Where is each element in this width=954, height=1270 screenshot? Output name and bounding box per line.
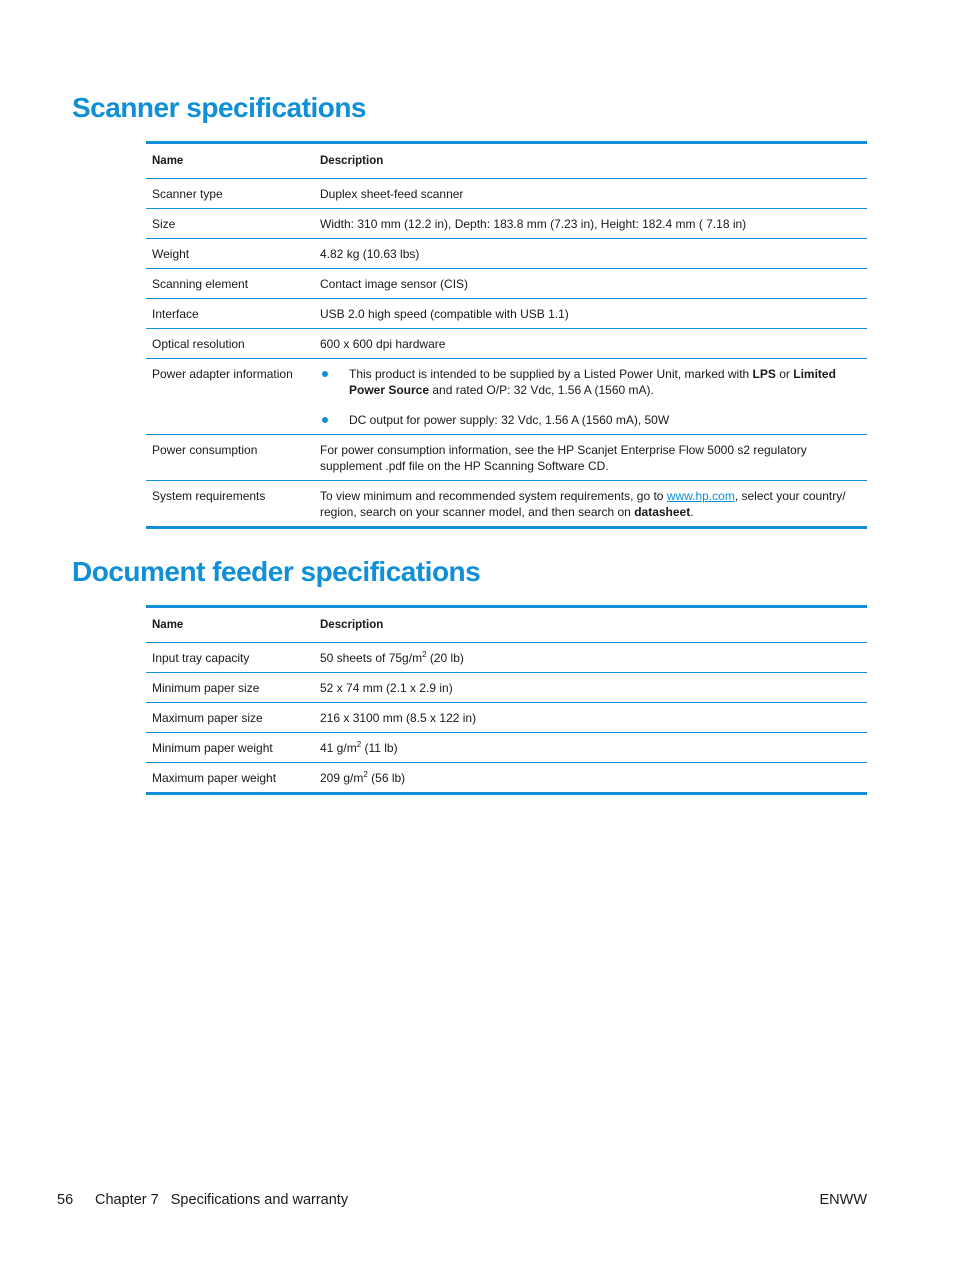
table-row: [146, 435, 867, 481]
row-description: 4.82 kg (10.63 lbs): [314, 239, 867, 269]
value-text: (56 lb): [367, 771, 406, 785]
column-header-description: Description: [314, 607, 867, 643]
row-name: Scanning element: [146, 269, 314, 299]
table-row: [146, 269, 867, 299]
footer-chapter-title: Chapter 7 Specifications and warranty: [95, 1192, 349, 1208]
row-name: Maximum paper weight: [152, 771, 277, 785]
row-name: Power adapter information: [146, 359, 314, 435]
row-description: For power consumption information, see the HP Scanjet Enterprise Flow 5000 s2 regulatory supplement .pdf file on the HP Scanning Software CD.: [314, 435, 867, 481]
scanner-specifications-heading: Scanner specifications: [72, 92, 367, 123]
hp-website-link[interactable]: www.hp.com: [666, 489, 735, 503]
bullet-text: This product is intended to be supplied by a Listed Power Unit, marked with: [349, 367, 753, 381]
table-row: [146, 673, 867, 703]
document-feeder-specifications-table: [146, 605, 867, 795]
column-header-description: Description: [314, 143, 867, 179]
row-description: [314, 481, 867, 528]
table-row: [146, 299, 867, 329]
table-row: [146, 733, 867, 763]
value-text: 209 g/m: [320, 771, 364, 785]
row-name: Size: [146, 209, 314, 239]
value-text: (20 lb): [426, 651, 464, 665]
column-header-name: Name: [146, 143, 314, 179]
row-description: Contact image sensor (CIS): [314, 269, 867, 299]
table-row: [146, 179, 867, 209]
superscript: 2: [422, 650, 427, 659]
row-name: Interface: [146, 299, 314, 329]
bullet-text: DC output for power supply: 32 Vdc, 1.56 A (1560 mA), 50W: [349, 413, 670, 427]
footer-locale: ENWW: [819, 1192, 867, 1208]
row-name: Minimum paper weight: [146, 733, 314, 763]
row-name: System requirements: [152, 489, 266, 503]
table-header-row: [146, 143, 867, 179]
table-row: [146, 329, 867, 359]
value-text: 41 g/m: [320, 741, 357, 755]
table-row: [146, 643, 867, 673]
row-description: USB 2.0 high speed (compatible with USB 1.1): [314, 299, 867, 329]
table-row: [146, 239, 867, 269]
description-text: To view minimum and recommended system requirements, go to: [320, 489, 667, 503]
table-row: [146, 209, 867, 239]
bullet-text: and rated O/P: 32 Vdc, 1.56 A (1560 mA).: [429, 383, 654, 397]
description-text: , select your country/ region, search on your scanner model, and then search on: [320, 489, 846, 519]
row-name: Input tray capacity: [146, 643, 314, 673]
row-description: [314, 673, 867, 703]
bullet-icon: [322, 417, 328, 423]
superscript: 2: [363, 770, 368, 779]
row-description: 600 x 600 dpi hardware: [314, 329, 867, 359]
document-feeder-specifications-heading: Document feeder specifications: [72, 556, 481, 587]
row-description: [314, 703, 867, 733]
column-header-name: Name: [146, 607, 314, 643]
row-name: Power consumption: [146, 435, 314, 481]
row-name: Scanner type: [146, 179, 314, 209]
row-description: [314, 763, 867, 794]
row-description: [314, 359, 867, 435]
value-text: 216 x 3100 mm (8.5 x 122 in): [320, 711, 477, 725]
value-text: 52 x 74 mm (2.1 x 2.9 in): [320, 681, 453, 695]
scanner-specifications-table: [146, 141, 867, 529]
superscript: 2: [356, 740, 362, 749]
row-name: Optical resolution: [146, 329, 314, 359]
row-description: [314, 643, 867, 673]
table-row: [146, 763, 867, 794]
bold-text-limited-power-source: Limited Power Source: [349, 367, 836, 397]
table-row-power-adapter: [146, 359, 867, 435]
row-description: Duplex sheet-feed scanner: [314, 179, 867, 209]
value-text: (11 lb): [361, 741, 398, 755]
list-item: [320, 412, 861, 428]
table-header-row: [146, 607, 867, 643]
table-row: [146, 703, 867, 733]
row-name: Minimum paper size: [146, 673, 314, 703]
list-item: [320, 366, 861, 398]
page-number: 56: [57, 1192, 74, 1208]
bullet-list: [320, 366, 861, 428]
table-row: [146, 481, 867, 528]
row-description: [314, 733, 867, 763]
bold-text-datasheet: datasheet: [634, 505, 691, 519]
value-text: 50 sheets of 75g/m: [320, 651, 423, 665]
row-name: Maximum paper size: [146, 703, 314, 733]
bold-text-lps: LPS: [752, 367, 776, 381]
description-text: .: [690, 505, 694, 519]
bullet-icon: [322, 371, 328, 377]
row-name: Weight: [146, 239, 314, 269]
bullet-text: or: [775, 367, 794, 381]
row-description: Width: 310 mm (12.2 in), Depth: 183.8 mm (7.23 in), Height: 182.4 mm ( 7.18 in): [314, 209, 867, 239]
